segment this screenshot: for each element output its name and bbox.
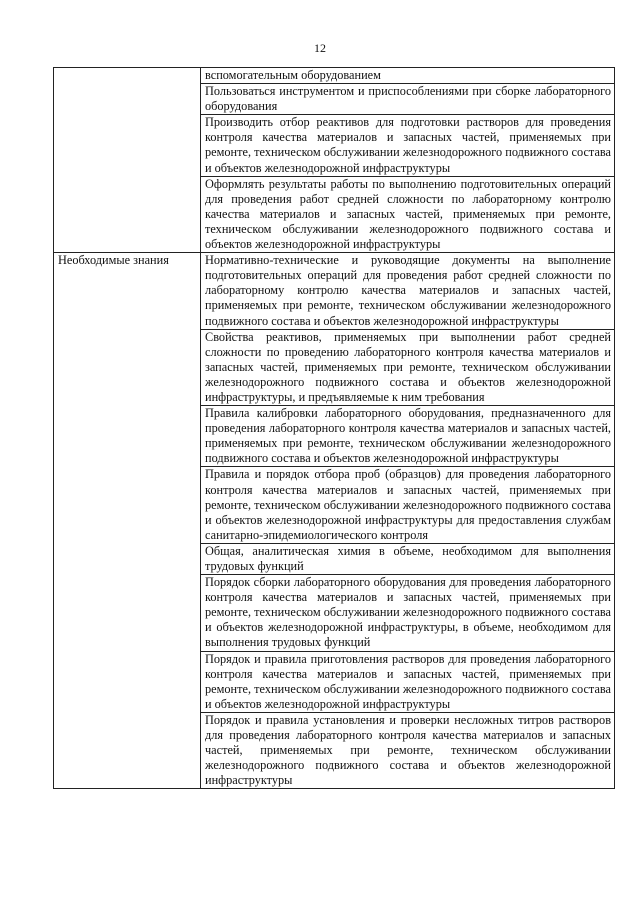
row-text-cell: Пользоваться инструментом и приспособлениями при сборке лабораторного оборудования [201,84,615,115]
row-text-cell: Общая, аналитическая химия в объеме, необходимом для выполнения трудовых функций [201,543,615,574]
row-text-cell: Производить отбор реактивов для подготовки растворов для проведения контроля качества материалов и запасных частей, применяемых при ремонте, техническом обслуживании железнодорожного подвижного состава и объектов железнодорожной инфраструктуры [201,115,615,176]
row-text-cell: Порядок и правила приготовления растворов для проведения лабораторного контроля качества материалов и запасных частей, применяемых при ремонте, техническом обслуживании железнодорожного подвижного состава и объектов железнодорожной инфраструктуры [201,651,615,712]
row-text-cell: Порядок сборки лабораторного оборудования для проведения лабораторного контроля качества материалов и запасных частей, применяемых при ремонте, техническом обслуживании железнодорожного подвижного состава и объектов железнодорожной инфраструктуры, в объеме, необходимом для выполнения трудовых функций [201,575,615,651]
table-row [54,253,615,329]
row-label-cell [54,68,201,253]
row-text-cell: вспомогательным оборудованием [201,68,615,84]
table-row [54,68,615,84]
page-number: 12 [314,41,326,55]
competency-table [53,67,615,789]
row-text-cell: Оформлять результаты работы по выполнению подготовительных операций для проведения работ средней сложности по лабораторному контролю качества материалов и запасных частей, применяемых при ремонте, техническом обслуживании железнодорожного подвижного состава и объектов железнодорожной инфраструктуры [201,176,615,252]
row-text-cell: Нормативно-технические и руководящие документы на выполнение подготовительных операций для проведения работ средней сложности по лабораторному контролю качества материалов и запасных частей, применяемых при ремонте, техническом обслуживании железнодорожного подвижного состава и объектов железнодорожной инфраструктуры [201,253,615,329]
row-text-cell: Свойства реактивов, применяемых при выполнении работ средней сложности по проведению лабораторного контроля качества материалов и запасных частей, применяемых при ремонте, техническом обслуживании железнодорожного подвижного состава и объектов железнодорожной инфраструктуры, и предъявляемые к ним требования [201,329,615,405]
row-text-cell: Правила и порядок отбора проб (образцов) для проведения лабораторного контроля качества материалов и запасных частей, применяемых при ремонте, техническом обслуживании железнодорожного подвижного состава и объектов железнодорожной инфраструктуры для предоставления службам санитарно-эпидемиологического контроля [201,467,615,543]
row-text-cell: Порядок и правила установления и проверки несложных титров растворов для проведения лабораторного контроля качества материалов и запасных частей, применяемых при ремонте, техническом обслуживании железнодорожного подвижного состава и объектов железнодорожной инфраструктуры [201,712,615,788]
required-knowledge-label: Необходимые знания [54,253,201,789]
row-text-cell: Правила калибровки лабораторного оборудования, предназначенного для проведения лабораторного контроля качества материалов и запасных частей, применяемых при ремонте, техническом обслуживании железнодорожного подвижного состава и объектов железнодорожной инфраструктуры [201,406,615,467]
